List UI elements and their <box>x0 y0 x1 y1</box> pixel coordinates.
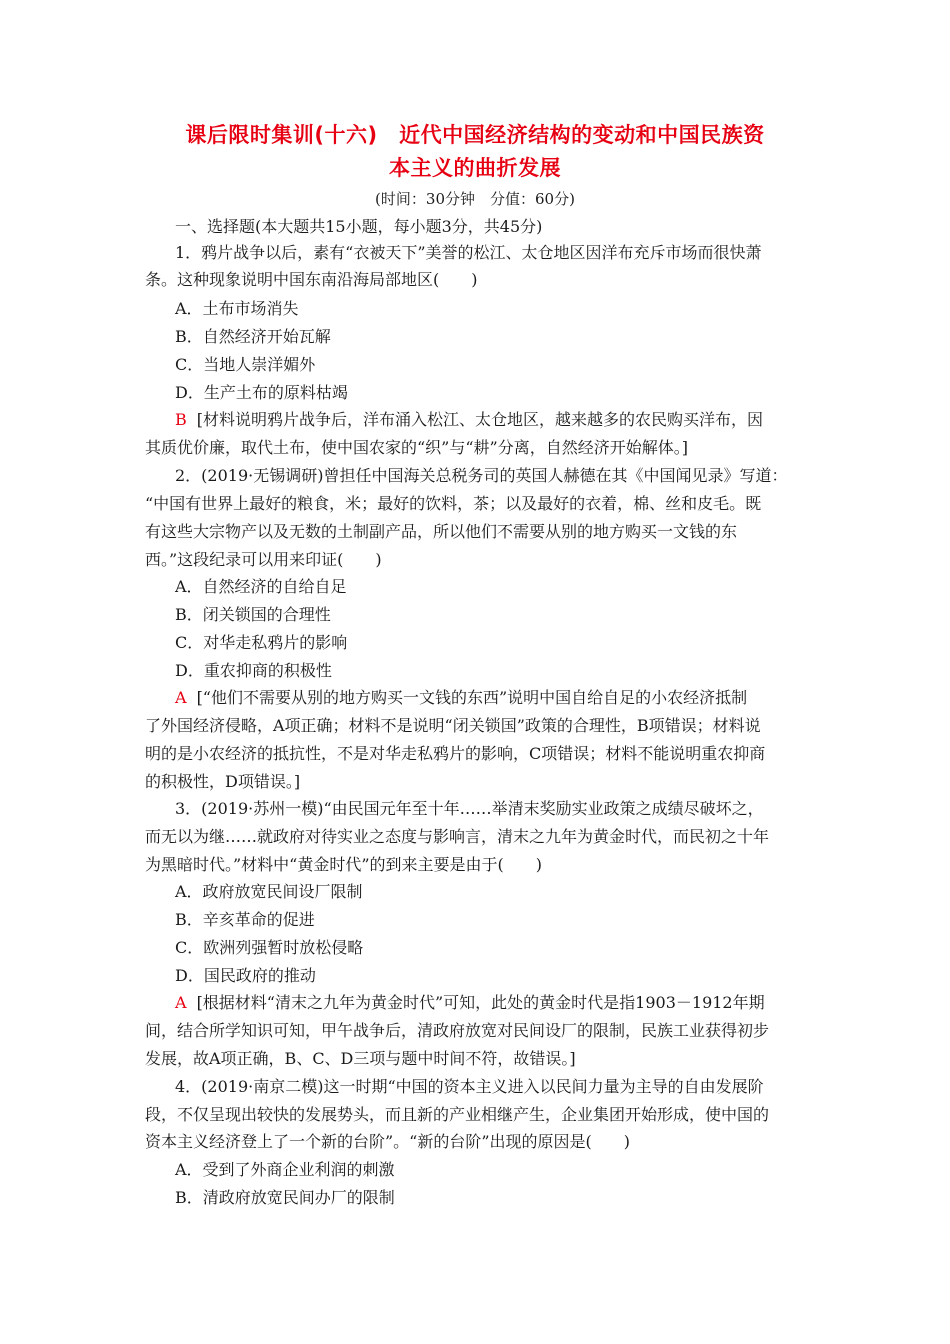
q3-stem-line: 为黑暗时代。”材料中“黄金时代”的到来主要是由于( ) <box>145 855 543 874</box>
q2-answer: A <box>175 688 187 707</box>
time-score-info: (时间：30分钟 分值：60分) <box>375 190 575 208</box>
q1-answer: B <box>175 410 187 429</box>
q1-option-d: D．生产土布的原料枯竭 <box>175 383 348 402</box>
q2-stem-line: 有这些大宗物产以及无数的土制副产品，所以他们不需要从别的地方购买一文钱的东 <box>145 522 738 541</box>
q3-option-a: A．政府放宽民间设厂限制 <box>175 882 363 901</box>
q3-stem-line: 而无以为继……就政府对待实业之态度与影响言，清末之九年为黄金时代，而民初之十年 <box>145 827 770 846</box>
q2-stem-line: “中国有世界上最好的粮食，米；最好的饮料，茶；以及最好的衣着，棉、丝和皮毛。既 <box>145 494 762 513</box>
q3-answer: A <box>175 993 187 1012</box>
q2-explanation-line: 的积极性，D项错误。] <box>145 772 301 791</box>
q1-explanation-line: 其质优价廉，取代土布，使中国农家的“织”与“耕”分离，自然经济开始解体。] <box>145 438 688 457</box>
q4-stem-line: 段，不仅呈现出较快的发展势头，而且新的产业相继产生，企业集团开始形成，使中国的 <box>145 1105 770 1124</box>
q2-explanation-line: A [“他们不需要从别的地方购买一文钱的东西”说明中国自给自足的小农经济抵制 <box>175 688 748 707</box>
q3-explanation-line: A [根据材料“清末之九年为黄金时代”可知，此处的黄金时代是指1903－1912年期 <box>175 993 765 1012</box>
q2-option-b: B．闭关锁国的合理性 <box>175 605 331 624</box>
q1-stem-line: 1．鸦片战争以后，素有“衣被天下”美誉的松江、太仓地区因洋布充斥市场而很快萧 <box>175 243 762 262</box>
q2-option-d: D．重农抑商的积极性 <box>175 661 332 680</box>
q4-option-b: B．清政府放宽民间办厂的限制 <box>175 1188 395 1207</box>
q2-option-a: A．自然经济的自给自足 <box>175 577 347 596</box>
section-heading: 一、选择题(本大题共15小题，每小题3分，共45分) <box>175 217 543 236</box>
q2-stem-line: 2．(2019·无锡调研)曾担任中国海关总税务司的英国人赫德在其《中国闻见录》写道： <box>175 466 788 485</box>
q2-stem-line: 西。”这段纪录可以用来印证( ) <box>145 550 382 569</box>
q3-option-b: B．辛亥革命的促进 <box>175 910 315 929</box>
document-title-line1: 课后限时集训(十六) 近代中国经济结构的变动和中国民族资 <box>185 123 765 147</box>
q2-explanation-line: 了外国经济侵略，A项正确；材料不是说明“闭关锁国”政策的合理性，B项错误；材料说 <box>145 716 761 735</box>
q2-option-c: C．对华走私鸦片的影响 <box>175 633 348 652</box>
q3-option-c: C．欧洲列强暂时放松侵略 <box>175 938 364 957</box>
q3-explanation-line: 间，结合所学知识可知，甲午战争后，清政府放宽对民间设厂的限制，民族工业获得初步 <box>145 1021 770 1040</box>
q3-stem-line: 3．(2019·苏州一模)“由民国元年至十年……举清末奖励实业政策之成绩尽破坏之， <box>175 799 764 818</box>
q1-stem-line: 条。这种现象说明中国东南沿海局部地区( ) <box>145 270 478 289</box>
document-title-line2: 本主义的曲折发展 <box>389 156 561 180</box>
q1-option-c: C．当地人崇洋媚外 <box>175 355 316 374</box>
q1-option-a: A．土布市场消失 <box>175 299 299 318</box>
q1-option-b: B．自然经济开始瓦解 <box>175 327 331 346</box>
q4-option-a: A．受到了外商企业利润的刺激 <box>175 1160 395 1179</box>
q4-stem-line: 资本主义经济登上了一个新的台阶”。“新的台阶”出现的原因是( ) <box>145 1132 631 1151</box>
q1-explanation-line: B [材料说明鸦片战争后，洋布涌入松江、太仓地区，越来越多的农民购买洋布，因 <box>175 410 764 429</box>
q4-stem-line: 4．(2019·南京二模)这一时期“中国的资本主义进入以民间力量为主导的自由发展阶 <box>175 1077 764 1096</box>
q3-explanation-line: 发展，故A项正确，B、C、D三项与题中时间不符，故错误。] <box>145 1049 576 1068</box>
q2-explanation-line: 明的是小农经济的抵抗性，不是对华走私鸦片的影响，C项错误；材料不能说明重农抑商 <box>145 744 766 763</box>
q3-option-d: D．国民政府的推动 <box>175 966 316 985</box>
